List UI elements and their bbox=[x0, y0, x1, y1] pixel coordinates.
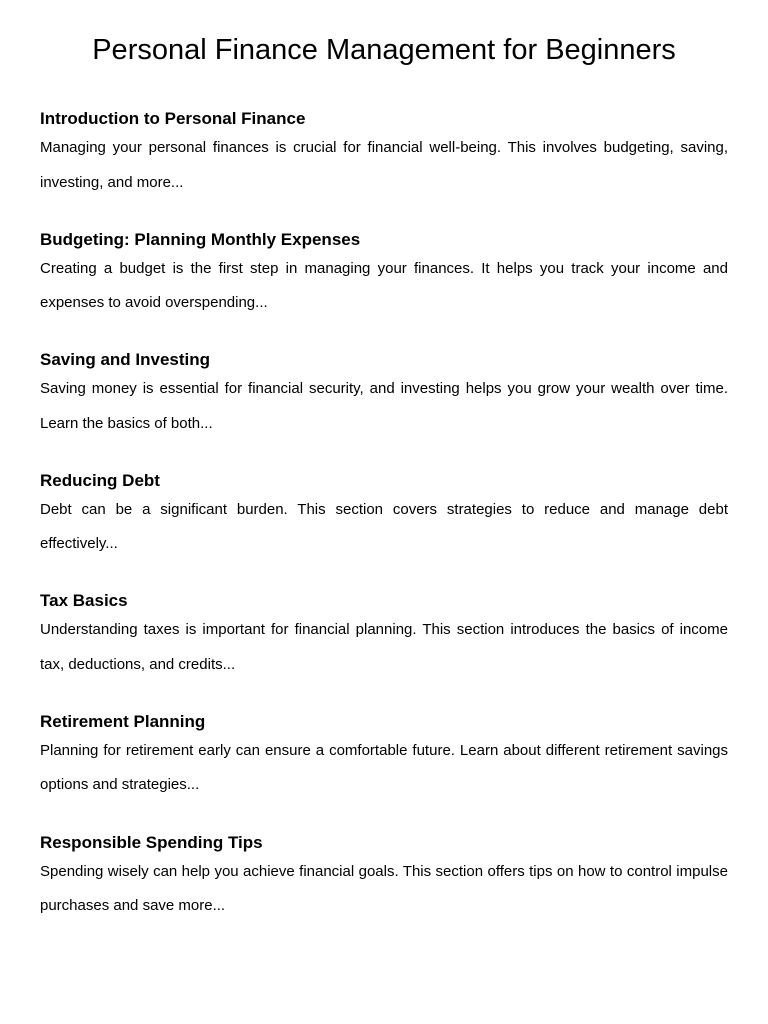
section-body: Planning for retirement early can ensure a comfortable future. Learn about different retirement savings options and strategies... bbox=[40, 741, 728, 794]
section-introduction bbox=[40, 106, 728, 227]
section-body: Creating a budget is the first step in managing your finances. It helps you track your income and expenses to avoid overspending... bbox=[40, 259, 728, 312]
section-list bbox=[40, 106, 728, 950]
section-responsible-spending bbox=[40, 830, 728, 951]
section-reducing-debt bbox=[40, 468, 728, 589]
section-heading: Introduction to Personal Finance bbox=[40, 109, 306, 128]
section-retirement-planning bbox=[40, 709, 728, 830]
section-body: Spending wisely can help you achieve financial goals. This section offers tips on how to control impulse purchases and save more... bbox=[40, 862, 728, 915]
section-heading: Reducing Debt bbox=[40, 470, 160, 490]
section-body: Saving money is essential for financial security, and investing helps you grow your wealth over time. Learn the basics of both... bbox=[40, 380, 728, 432]
section-saving-investing bbox=[40, 347, 728, 468]
section-tax-basics bbox=[40, 588, 728, 709]
section-heading: Budgeting: Planning Monthly Expenses bbox=[40, 229, 361, 249]
section-body: Debt can be a significant burden. This section covers strategies to reduce and manage debt effectively... bbox=[40, 500, 728, 553]
page-title: Personal Finance Management for Beginners bbox=[92, 34, 676, 66]
section-budgeting bbox=[40, 227, 728, 348]
section-heading: Responsible Spending Tips bbox=[40, 832, 263, 852]
section-body: Managing your personal finances is crucial for financial well-being. This involves budgeting, saving, investing, and more... bbox=[40, 139, 728, 191]
section-heading: Tax Basics bbox=[40, 591, 128, 611]
section-heading: Retirement Planning bbox=[40, 711, 206, 731]
section-body: Understanding taxes is important for financial planning. This section introduces the basics of income tax, deductions, and credits... bbox=[40, 621, 728, 673]
section-heading: Saving and Investing bbox=[40, 350, 211, 370]
